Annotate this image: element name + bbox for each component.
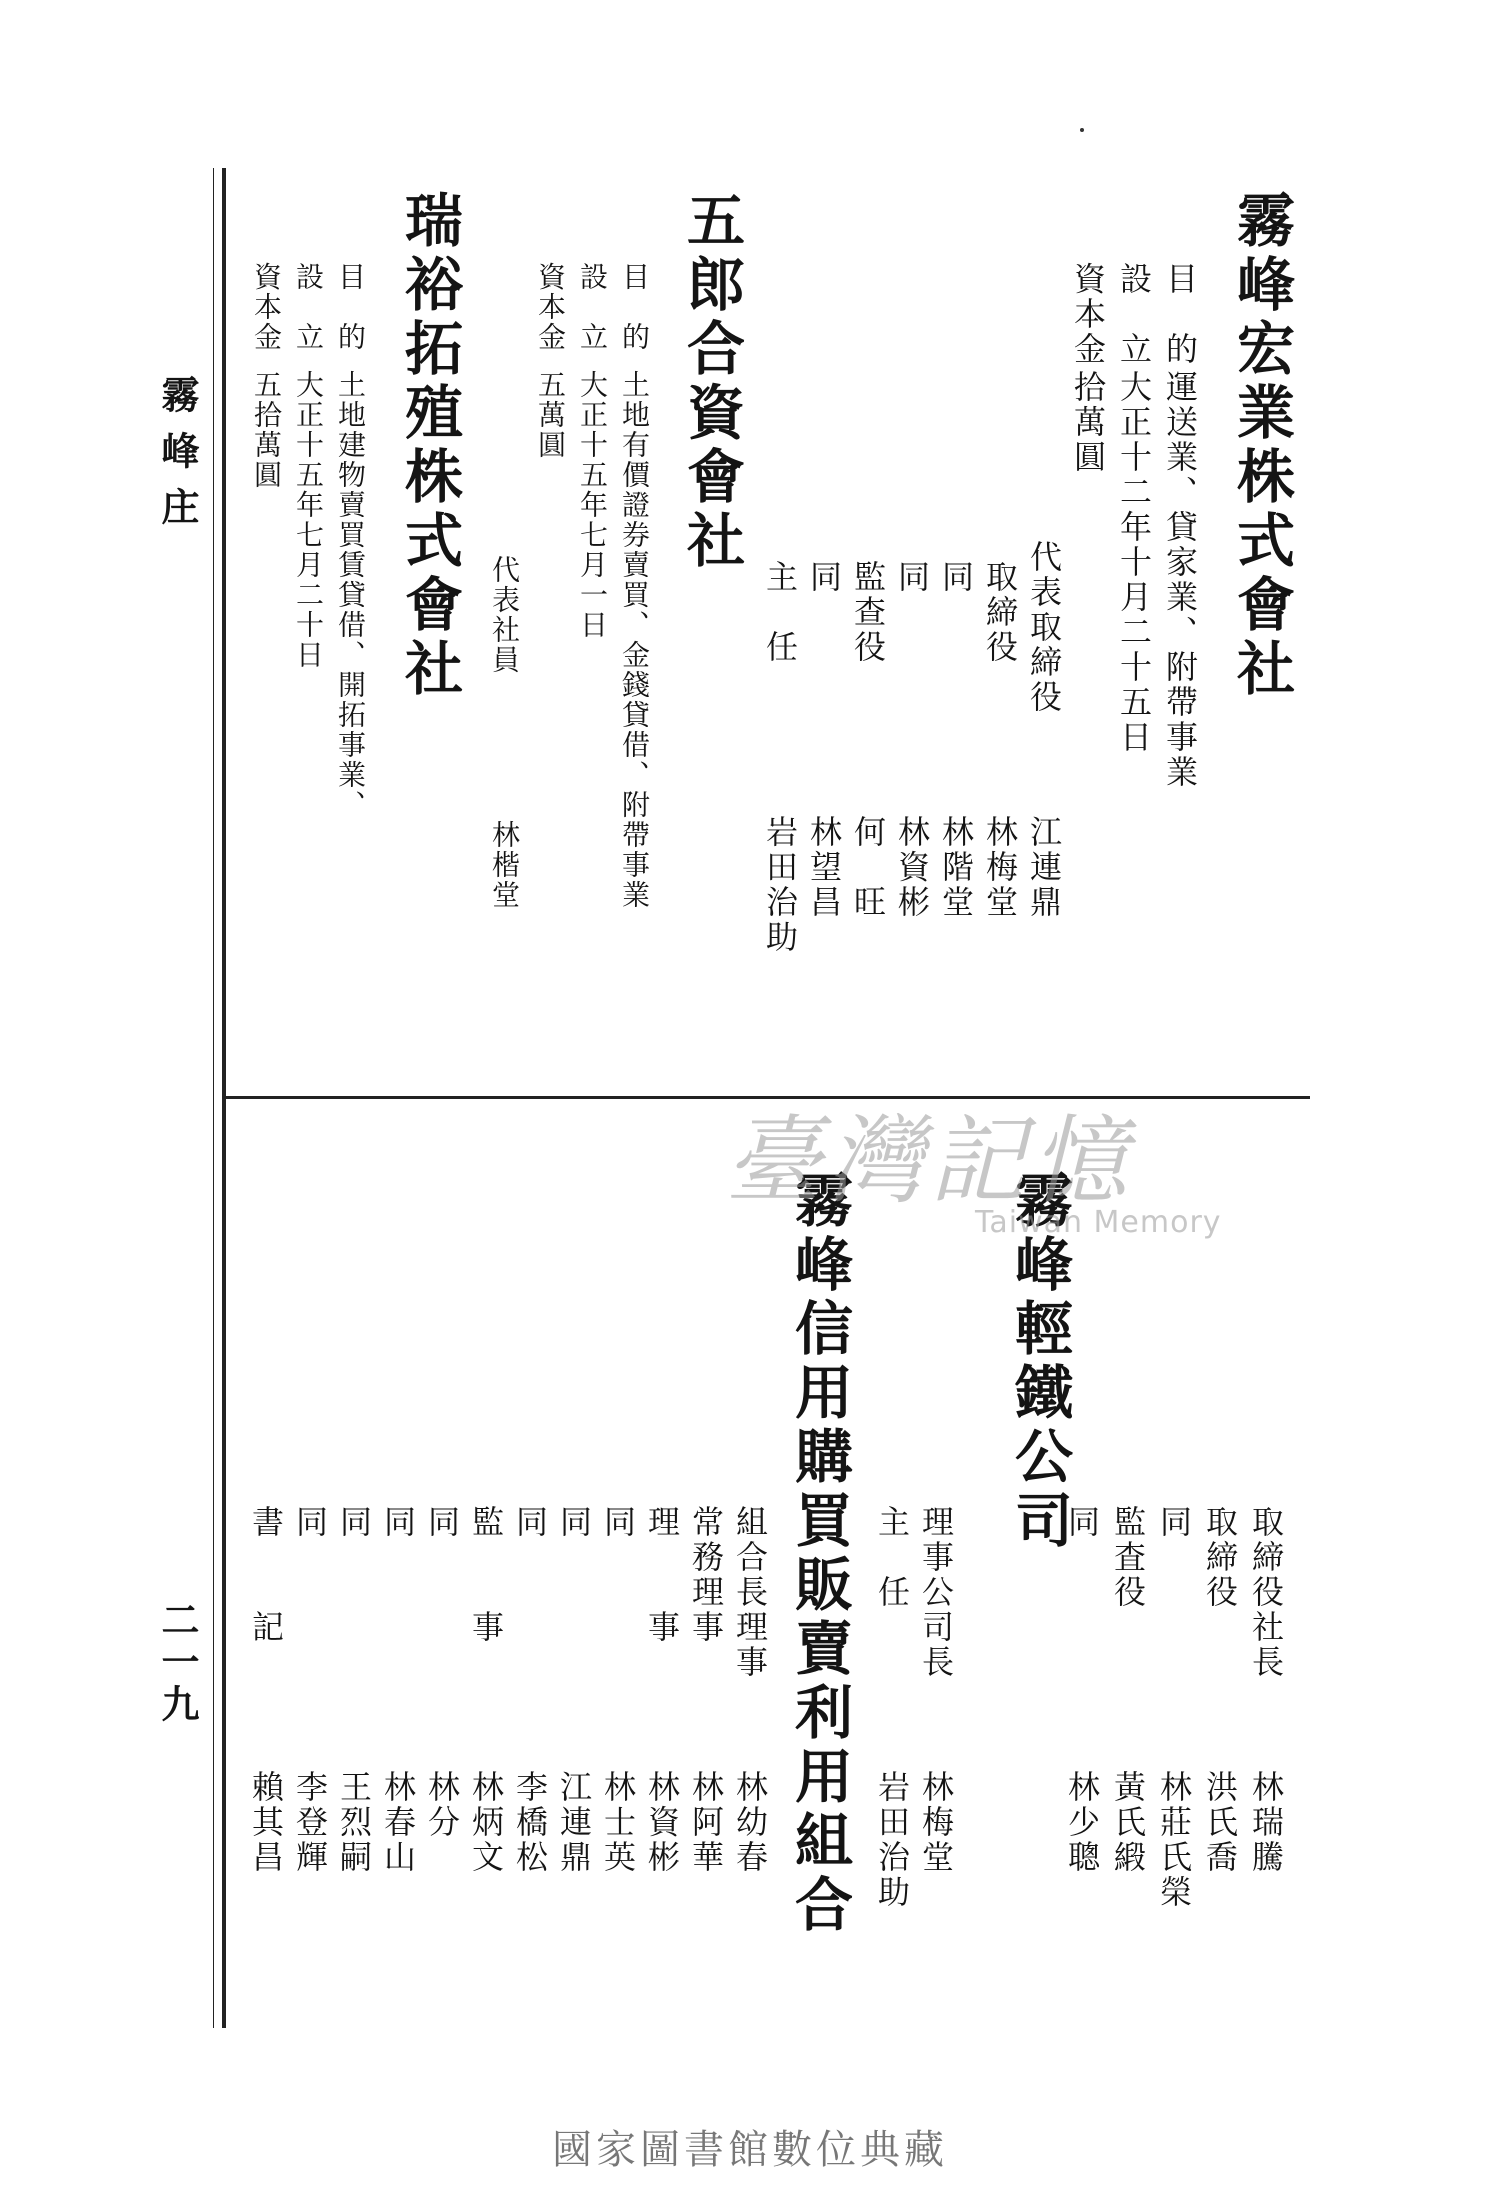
officer-role: 同 xyxy=(1063,1505,1101,1540)
purpose-label: 目 的 xyxy=(334,262,367,352)
officer-name: 李登輝 xyxy=(291,1770,329,1875)
officer-name: 李橋松 xyxy=(511,1770,549,1875)
officer-role: 代表社員 xyxy=(488,555,521,675)
officer-role: 同 xyxy=(291,1505,329,1540)
company-name-wufeng-hongye: 霧峰宏業株式會社 xyxy=(1227,190,1295,702)
officer-role: 同 xyxy=(423,1505,461,1540)
purpose-value: 運送業、貸家業、附帶事業 xyxy=(1161,370,1199,790)
established-label: 設 立 xyxy=(576,262,609,352)
established-value: 大正十五年七月一日 xyxy=(576,370,609,640)
officer-name: 林梅堂 xyxy=(917,1770,955,1875)
officer-name: 林瑞騰 xyxy=(1247,1770,1285,1875)
officer-role: 理 事 xyxy=(643,1505,681,1645)
footer-collection-label: 國家圖書館數位典藏 xyxy=(552,2127,948,2173)
watermark-sub-text: Taiwan Memory xyxy=(975,1205,1222,1240)
capital-value: 五拾萬圓 xyxy=(250,370,283,490)
officer-role: 取締役社長 xyxy=(1247,1505,1285,1680)
officer-name: 黃氏緞 xyxy=(1109,1770,1147,1875)
officer-role: 同 xyxy=(937,560,975,595)
officer-role: 監 事 xyxy=(467,1505,505,1645)
officer-name: 林幼春 xyxy=(731,1770,769,1875)
officer-role: 同 xyxy=(599,1505,637,1540)
officer-role: 理事公司長 xyxy=(917,1505,955,1680)
officer-name: 林階堂 xyxy=(937,815,975,920)
officer-name: 岩田治助 xyxy=(873,1770,911,1910)
purpose-label: 目 的 xyxy=(618,262,651,352)
officer-name: 江連鼎 xyxy=(555,1770,593,1875)
officer-role: 監查役 xyxy=(849,560,887,665)
ink-speck xyxy=(1080,128,1084,132)
officer-role: 常務理事 xyxy=(687,1505,725,1645)
officer-name: 賴其昌 xyxy=(247,1770,285,1875)
company-name-ruiyu: 瑞裕拓殖株式會社 xyxy=(395,190,463,702)
officer-name: 林分 xyxy=(423,1770,461,1840)
officer-role: 主 任 xyxy=(873,1505,911,1610)
purpose-label: 目 的 xyxy=(1161,262,1199,367)
capital-value: 五萬圓 xyxy=(534,370,567,460)
established-value: 大正十二年十月二十五日 xyxy=(1115,370,1153,755)
officer-role: 書 記 xyxy=(247,1505,285,1645)
officer-role: 代表取締役 xyxy=(1025,540,1063,715)
officer-role: 主 任 xyxy=(761,560,799,665)
officer-name: 王烈嗣 xyxy=(335,1770,373,1875)
officer-name: 林炳文 xyxy=(467,1770,505,1875)
officer-role: 組合長理事 xyxy=(731,1505,769,1680)
officer-role: 同 xyxy=(805,560,843,595)
officer-role: 同 xyxy=(555,1505,593,1540)
officer-role: 取締役 xyxy=(981,560,1019,665)
established-value: 大正十五年七月二十日 xyxy=(292,370,325,670)
capital-value: 拾萬圓 xyxy=(1069,370,1107,475)
officer-name: 林資彬 xyxy=(643,1770,681,1875)
officer-name: 林士英 xyxy=(599,1770,637,1875)
company-name-wufeng-light-railway: 霧峰輕鐵公司 xyxy=(1005,1170,1073,1554)
established-label: 設 立 xyxy=(292,262,325,352)
left-margin-rule-thin xyxy=(213,168,214,2028)
purpose-value: 土地有價證券賣買、金錢貸借、附帶事業 xyxy=(618,370,651,910)
capital-label: 資本金 xyxy=(250,262,283,352)
officer-name: 林阿華 xyxy=(687,1770,725,1875)
purpose-value: 土地建物賣買賃貸借、開拓事業、 xyxy=(334,370,367,820)
officer-name: 林望昌 xyxy=(805,815,843,920)
officer-role: 同 xyxy=(379,1505,417,1540)
officer-name: 林梅堂 xyxy=(981,815,1019,920)
officer-name: 何 旺 xyxy=(849,815,887,920)
officer-name: 林資彬 xyxy=(893,815,931,920)
capital-label: 資本金 xyxy=(1069,262,1107,367)
company-name-credit-cooperative: 霧峰信用購買販賣利用組合 xyxy=(785,1170,853,1938)
officer-name: 岩田治助 xyxy=(761,815,799,955)
capital-label: 資本金 xyxy=(534,262,567,352)
watermark-main-text: 臺灣記憶 xyxy=(725,1105,1133,1217)
taiwan-memory-watermark xyxy=(725,1085,1245,1265)
officer-name: 林少聰 xyxy=(1063,1770,1101,1875)
officer-name: 林楷堂 xyxy=(488,820,521,910)
margin-label: 霧峰庄 xyxy=(155,375,200,543)
officer-name: 林莊氏榮 xyxy=(1155,1770,1193,1910)
officer-role: 取締役 xyxy=(1201,1505,1239,1610)
officer-name: 洪氏喬 xyxy=(1201,1770,1239,1875)
page-number: 二一九 xyxy=(155,1600,200,1726)
officer-name: 林春山 xyxy=(379,1770,417,1875)
officer-role: 同 xyxy=(511,1505,549,1540)
officer-role: 同 xyxy=(335,1505,373,1540)
officer-role: 同 xyxy=(1155,1505,1193,1540)
officer-role: 監査役 xyxy=(1109,1505,1147,1610)
company-name-goro: 五郎合資會社 xyxy=(677,190,745,574)
officer-name: 江連鼎 xyxy=(1025,815,1063,920)
established-label: 設 立 xyxy=(1115,262,1153,367)
officer-role: 同 xyxy=(893,560,931,595)
